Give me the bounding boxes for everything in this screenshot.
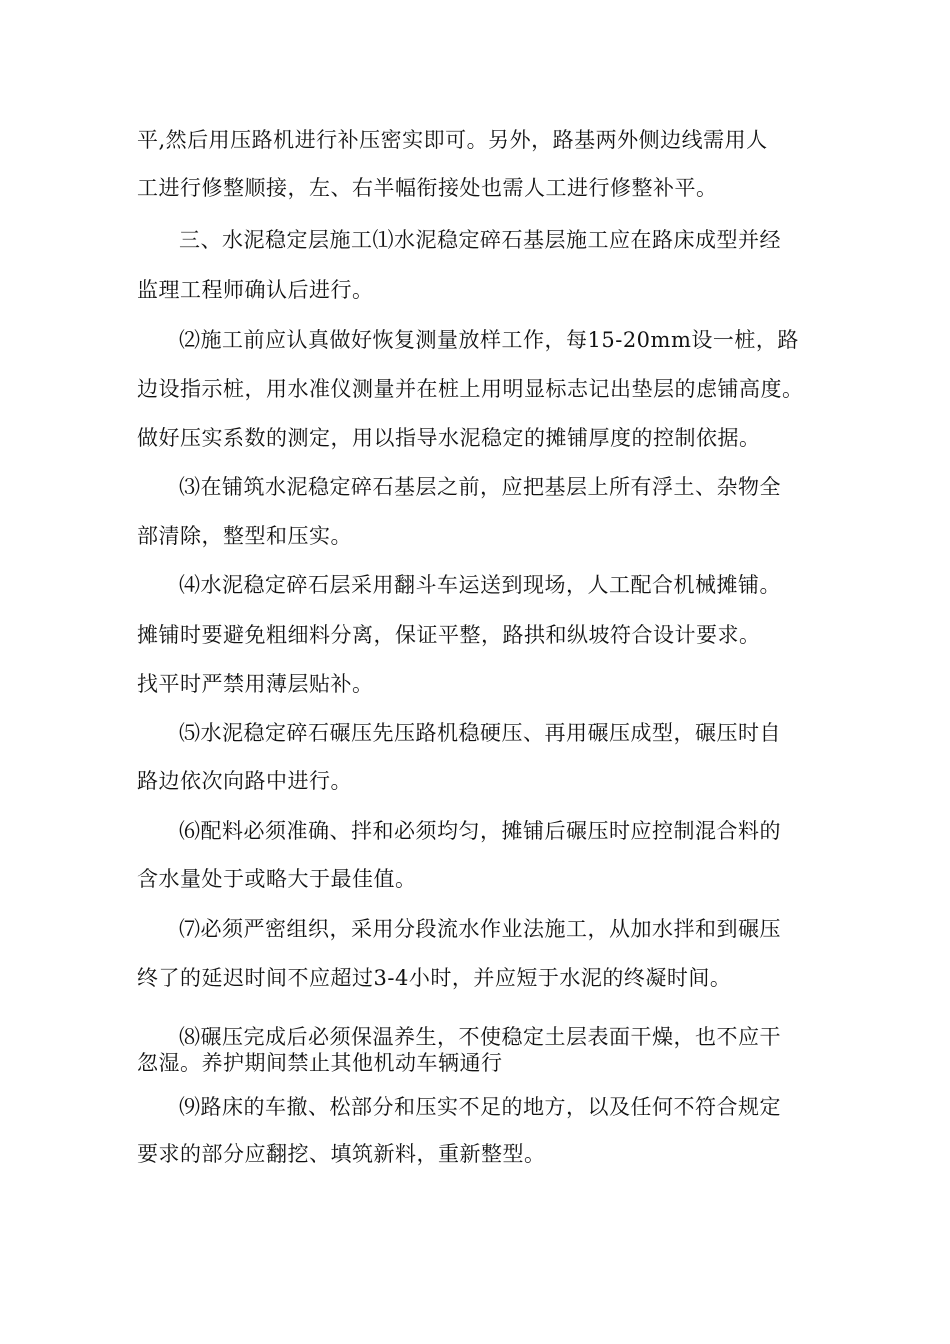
text-line: 要求的部分应翻挖、填筑新料，重新整型。 [137,1142,546,1166]
text-line: ⑹配料必须准确、拌和必须均匀，摊铺后碾压时应控制混合料的 [179,819,781,843]
text-line: 平,然后用压路机进行补压密实即可。另外，路基两外侧边线需用人 [137,128,768,152]
text-line: 边设指示桩，用水准仪测量并在桩上用明显标志记出垫层的虑铺高度。 [137,377,804,401]
text-line: 监理工程师确认后进行。 [137,278,374,302]
text-line: 终了的延迟时间不应超过3-4小时，并应短于水泥的终凝时间。 [137,966,732,990]
text-line: ⑺必须严密组织，采用分段流水作业法施工，从加水拌和到碾压 [179,917,781,941]
text-line: 工进行修整顺接，左、右半幅衔接处也需人工进行修整补平。 [137,176,718,200]
text-line: ⑷水泥稳定碎石层采用翻斗车运送到现场，人工配合机械摊铺。 [179,573,781,597]
text-line: 含水量处于或略大于最佳值。 [137,867,417,891]
text-line: 三、水泥稳定层施工⑴水泥稳定碎石基层施工应在路床成型并经 [179,228,781,252]
text-line: 部清除，整型和压实。 [137,524,352,548]
text-line: ⑸水泥稳定碎石碾压先压路机稳硬压、再用碾压成型，碾压时自 [179,721,781,745]
text-line: ⑶在铺筑水泥稳定碎石基层之前，应把基层上所有浮土、杂物全 [179,475,781,499]
text-line: 忽湿。养护期间禁止其他机动车辆通行 [137,1051,503,1075]
text-line: ⑼路床的车撤、松部分和压实不足的地方，以及任何不符合规定 [179,1095,781,1119]
text-line: 找平时严禁用薄层贴补。 [137,672,374,696]
text-line: ⑻碾压完成后必须保温养生，不使稳定土层表面干燥，也不应干 [179,1025,781,1049]
text-line: 路边依次向路中进行。 [137,769,352,793]
text-line: 摊铺时要避免粗细料分离，保证平整，路拱和纵坡符合设计要求。 [137,623,761,647]
text-line: 做好压实系数的测定，用以指导水泥稳定的摊铺厚度的控制依据。 [137,426,761,450]
text-line: ⑵施工前应认真做好恢复测量放样工作，每15-20mm设一桩，路 [179,328,799,352]
